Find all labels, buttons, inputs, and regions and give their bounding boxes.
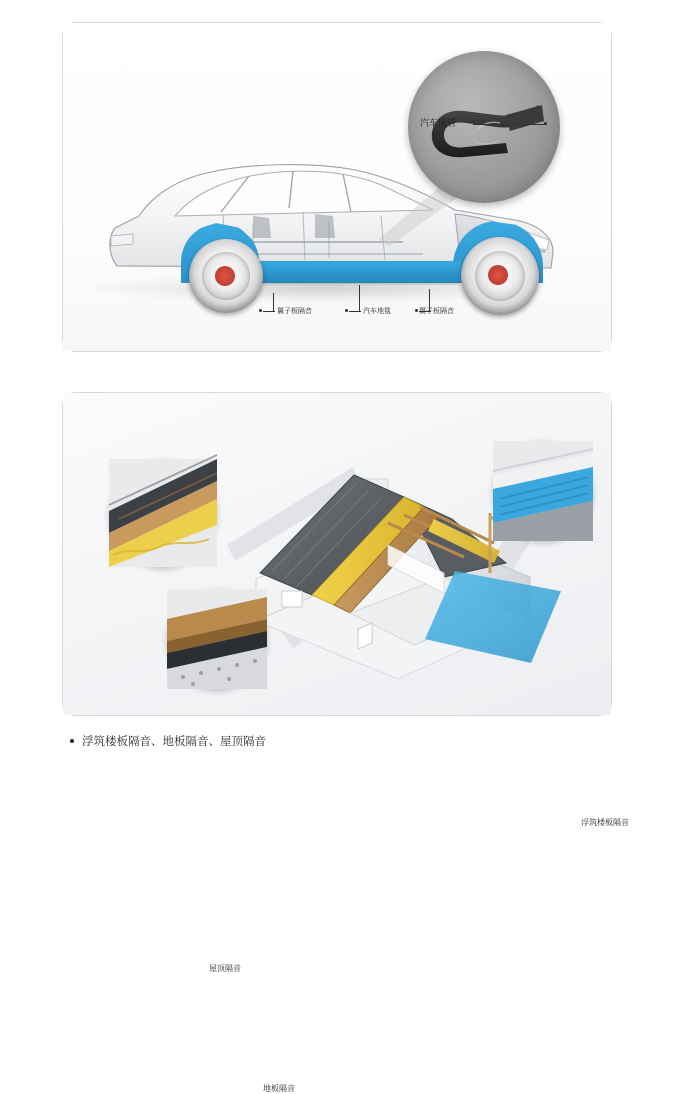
air-duct-leader-line — [473, 124, 545, 125]
floating-floor-caption: 浮筑楼板隔音 — [581, 818, 629, 827]
car-stage — [63, 23, 611, 351]
label-1-leader-h — [263, 311, 275, 312]
fender-insulation-label-right: 翼子板隔音 — [419, 308, 454, 315]
floating-floor-bubble — [493, 441, 593, 541]
air-duct-part-illustration — [426, 99, 546, 161]
roof-insulation-detail — [109, 459, 217, 567]
fender-insulation-label-left: 翼子板隔音 — [277, 308, 312, 315]
label-3-dot — [415, 309, 418, 312]
rear-brake-caliper — [215, 266, 235, 286]
bullet-dot-icon — [70, 739, 74, 743]
label-2-leader-h — [349, 311, 361, 312]
front-brake-caliper — [488, 265, 508, 285]
label-2-leader-v — [359, 285, 360, 311]
floor-insulation-detail — [167, 589, 267, 689]
label-1-dot — [259, 309, 262, 312]
air-duct-label: 汽车风管 — [420, 118, 457, 128]
footer-bullet-item — [70, 733, 610, 749]
floating-floor-detail — [493, 441, 593, 541]
label-2-dot — [345, 309, 348, 312]
label-1-leader-v — [273, 293, 274, 311]
floor-insulation-bubble — [167, 589, 267, 689]
footer-bullet-text: 浮筑楼板隔音、地板隔音、屋顶隔音 — [82, 736, 266, 748]
floor-insulation-caption: 地板隔音 — [263, 1084, 295, 1093]
roof-insulation-bubble — [109, 459, 217, 567]
car-illustration-card — [62, 22, 612, 352]
car-carpet-label: 汽车地毯 — [363, 308, 391, 315]
roof-insulation-caption: 屋顶隔音 — [209, 964, 241, 973]
air-duct-leader-dot — [544, 122, 547, 125]
